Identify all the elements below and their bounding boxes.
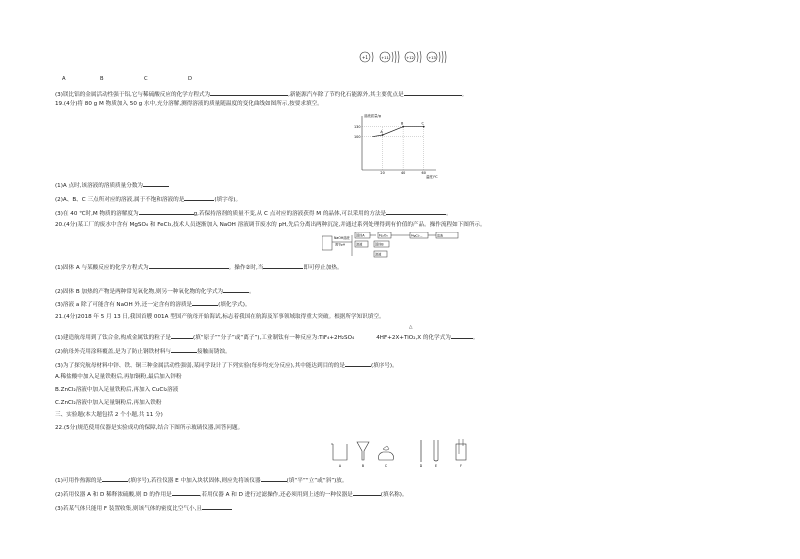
answer-blank[interactable] [172,490,200,496]
q20-sub2: (2)固体 B 加热的产物是两种常见氧化物,则另一种氧化物的化学式为 。 [55,289,255,295]
q18-part3: (3)镁比铝的金属活动性强于铝,它与稀硫酸反应的化学方程式为 ,新能源汽车除了节约化石能源外,其主要优点是 。 [55,92,468,98]
svg-text:+1: +1 [362,54,368,60]
data-point [382,134,384,136]
answer-blank[interactable] [102,476,128,482]
q21-option-a: A.稀盐酸中加入足量铁粉后,再加铜粉,最后加入锌粉 [55,374,182,380]
svg-text:+13: +13 [428,55,436,60]
svg-text:E: E [434,464,438,468]
point-label: B [400,121,404,126]
q21-option-b: B.ZnCl₂溶液中加入足量铁粉后,再加入 CuCl₂溶液 [55,387,179,393]
atom-diagram-c [405,51,421,63]
answer-blank[interactable] [451,333,473,339]
q22-stem: 22.(5分)规范使用仪器是实验成功的保障,结合下图所示玻璃仪器,回答问题。 [55,425,244,431]
answer-blank[interactable] [192,300,218,306]
flow-solution-a: 溶液 [375,252,382,257]
gas-bottle-f [456,439,466,468]
q20-sub3: (3)溶液 a 除了可能含有 NaOH 外,还一定含有的溶质是 (填化学式)。 [55,302,251,308]
point-label: C [421,121,424,126]
answer-blank[interactable] [139,209,194,215]
svg-text:D: D [419,464,423,468]
y-tick-label: 100 [354,134,361,139]
flow-solution: 溶液 [356,242,363,247]
x-tick-label: 20 [380,171,385,175]
q19-sub2: (2)A、B、C 三点所对应的溶液,属于不饱和溶液的是 (填字母)。 [55,197,242,203]
q19-sub1: (1)A 点时,该溶液的溶质质量分数为 [55,181,169,190]
x-axis-label: 温度/℃ [426,175,438,179]
atom-structure-diagrams [355,46,450,68]
svg-text:A: A [338,464,342,468]
funnel-b [357,442,369,468]
data-point [423,126,425,128]
q22-sub1: (1)可用作热源的是 (填序号),若往仪器 E 中加入块状固体,则应先将该仪器 (填“平”“立”或“斜”)放。 [55,478,348,484]
beaker-a [331,444,347,468]
y-tick-label: 130 [354,124,361,129]
data-point [402,126,404,128]
q21-sub3: (3)为了探究航母材料中锌、铁、铜三种金属活动性强弱,某同学设计了下列实验(每步均充分反应),其中能达到目的的是 (填序号)。 [55,363,398,369]
process-flow-diagram [322,232,470,262]
flow-label-ph: 调节pH [335,242,346,247]
flow-mgcl2: MgCl₂... [411,233,423,238]
flow-label-naoh: NaOH溶液 [334,236,350,240]
answer-blank[interactable] [184,195,214,201]
glass-rod-d [420,440,423,468]
svg-text:B: B [361,464,365,468]
svg-text:F: F [460,464,462,468]
x-tick-label: 40 [400,171,406,175]
option-label-c: C [144,76,148,82]
heat-condition-symbol: △ [409,325,413,330]
answer-blank[interactable] [171,347,197,353]
solution-mass-chart [350,112,442,180]
atom-diagram-d [427,51,446,63]
answer-blank[interactable] [261,476,287,482]
x-tick-label: 60 [421,171,426,175]
answer-blank[interactable] [386,209,446,215]
q22-sub2: (2)若用仪器 A 和 D 稀释浓硫酸,则 D 的作用是 ,若用仪器 A 和 D 进行过滤操作,还必须用到上述的一种仪器是 (填名称)。 [55,492,408,498]
q21-option-c: C.ZnCl₂溶液中加入足量铜粉后,再加入铁粉 [55,400,162,406]
q21-stem: 21.(4分)2018 年 5 月 13 日,我国首艘 001A 型国产航母开始海试,标志着我国在航海及军事领域取得重大突破。根据所学知识填空。 [55,314,385,320]
answer-blank[interactable] [263,263,303,269]
flow-solid-b: 固体B [375,242,384,247]
answer-blank[interactable] [143,181,169,187]
q19-stem: 19.(4分)将 80 g M 物质加入 50 g 水中,充分溶解,测得溶液的质量随温度的变化曲线如图所示,按要求填空。 [55,101,323,107]
answer-blank[interactable] [345,361,371,367]
q22-sub3: (3)若某气体只能用 F 装置收集,则该气体的密度比空气小,且 [55,504,232,513]
svg-text:+11: +11 [381,55,389,60]
answer-blank[interactable] [404,90,462,96]
alcohol-lamp-c [379,446,394,468]
y-axis-label: 溶液质量/g [364,114,381,118]
answer-blank[interactable] [202,504,232,510]
point-label: A [380,130,383,134]
flow-product: 溶液 [437,233,444,238]
flow-fe2o3: Fe₂O₃ [379,233,388,238]
q21-sub2: (2)航母外壳用涂料覆盖,是为了防止钢铁材料与 接触而锈蚀。 [55,349,231,355]
svg-text:C: C [384,464,388,468]
q20-stem: 20.(4分)某工厂的废水中含有 MgSO₄ 和 FeCl₃,技术人员逐渐加入 NaOH 溶液调节废水的 pH,先后分离出两种沉淀,并通过系列处理得到有价值的产品。操作流程如下图所示。 [55,222,486,228]
test-tube-e [434,440,438,468]
answer-blank[interactable] [210,90,288,96]
option-label-b: B [100,76,104,82]
atom-diagram-b [380,51,399,63]
q19-sub3: (3)在 40 ℃时,M 物质的溶解度为 g,若保持溶剂的质量不变,从 C 点对应的溶液获得 M 的晶体,可以采用的方法是 。 [55,211,452,217]
answer-blank[interactable] [353,490,381,496]
atom-diagram-a [360,52,373,62]
svg-text:+12: +12 [406,55,414,60]
answer-blank[interactable] [149,263,229,269]
flow-solid-a: 固体A [356,233,365,238]
option-label-d: D [188,76,192,82]
q21-sub1: (1)建造航母用到了钛合金,构成金属钛的粒子是 (填“原子”“分子”或“离子”),工业制钛有一种反应为:TiF₄+2H₂SO₄ 4HF+2X+TiO₂,X 的化学式为 。 [55,335,479,341]
glassware-diagram [325,436,475,469]
option-label-a: A [62,76,66,82]
answer-blank[interactable] [223,287,249,293]
answer-blank[interactable] [171,333,193,339]
q20-sub1: (1)固体 A 与某酸反应的化学方程式为 。操作②时,当 即可停止加热。 [55,265,343,271]
section-heading: 三、实验题(本大题包括 2 个小题,共 11 分) [55,412,163,418]
